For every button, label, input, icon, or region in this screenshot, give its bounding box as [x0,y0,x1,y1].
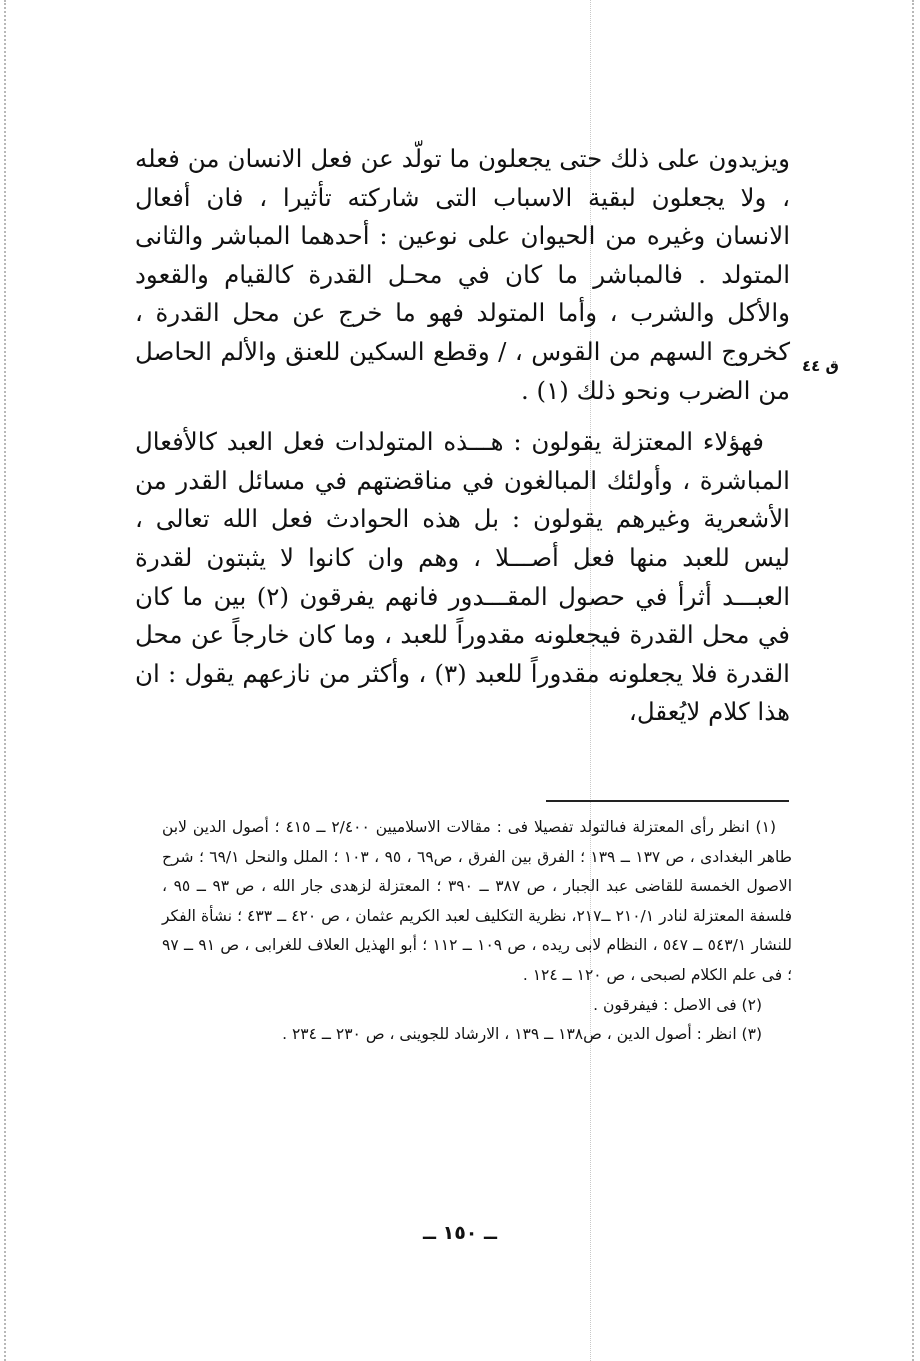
paragraph-2: فهؤلاء المعتزلة يقولون : هـــذه المتولدات فعل العبد كالأفعال المباشرة ، وأولئك المبالغون في مناقضتهم في مسائل القدر من الأشعرية وغيرهم يقولون : بل هذه الحوادث فعل الله تعالى ، ليس للعبد منها فعل أصـــلا ، وهم وان كانوا لا يثبتون لقدرة العبـــد أثرأ في حصول المقـــدور فانهم يفرقون (٢) بين ما كان في محل القدرة فيجعلونه مقدوراً للعبد ، وما كان خارجاً عن محل القدرة فلا يجعلونه مقدوراً للعبد (٣) ، وأكثر من نازعهم يقول : ان هذا كلام لايُعقل، [135,427,791,727]
right-page-edge [912,0,914,1361]
manuscript-folio-marker: ق ٤٤ [802,357,839,375]
page-number: ــ ١٥٠ ــ [422,1222,497,1244]
footnote-separator [546,800,789,802]
paragraph-1: ويزيدون على ذلك حتى يجعلون ما تولّد عن فعل الانسان من فعله ، ولا يجعلون لبقية الاسباب التى شاركته تأثيرا ، فان أفعال الانسان وغيره من الحيوان على نوعين : أحدهما المباشر والثانى المتولد . فالمباشر ما كان في محـل القدرة كالقيام والقعود والأكل والشرب ، وأما المتولد فهو ما خرج عن محل القدرة ، كخروج السهم من القوس ، / وقطع السكين للعنق والألم الحاصل من الضرب ونحو ذلك (١) . [135,144,791,405]
footnotes [162,813,792,1050]
footnote-1: (١) انظر رأى المعتزلة فىالتولد تفصيلا فى : مقالات الاسلاميين ٢/٤٠٠ ــ ٤١٥ ؛ أصول الدين لابن طاهر البغدادى ، ص ١٣٧ ــ ١٣٩ ؛ الفرق بين الفرق ، ص٦٩ ، ٩٥ ، ١٠٣ ؛ الملل والنحل ٦٩/١ ؛ شرح الاصول الخمسة للقاضى عبد الجبار ، ص ٣٨٧ ــ ٣٩٠ ؛ المعتزلة لزهدى جار الله ، ص ٩٣ ــ ٩٥ ، فلسفة المعتزلة لنادر ٢١٠/١ ــ٢١٧، نظرية التكليف لعبد الكريم عثمان ، ص ٤٢٠ ــ ٤٣٣ ؛ نشأة الفكر للنشار ٥٤٣/١ ــ ٥٤٧ ، النظام لابى ريده ، ص ١٠٩ ــ ١١٢ ؛ أبو الهذيل العلاف للغرابى ، ص ٩١ ــ ٩٧ ؛ فى علم الكلام لصبحى ، ص ١٢٠ ــ ١٢٤ . [162,818,793,984]
left-page-edge [4,0,6,1361]
footnote-3: (٣) انظر : أصول الدين ، ص١٣٨ ــ ١٣٩ ، الارشاد للجوينى ، ص ٢٣٠ ــ ٢٣٤ . [282,1025,762,1044]
footnote-2: (٢) فى الاصل : فيفرقون . [593,995,762,1014]
main-text [135,140,790,732]
